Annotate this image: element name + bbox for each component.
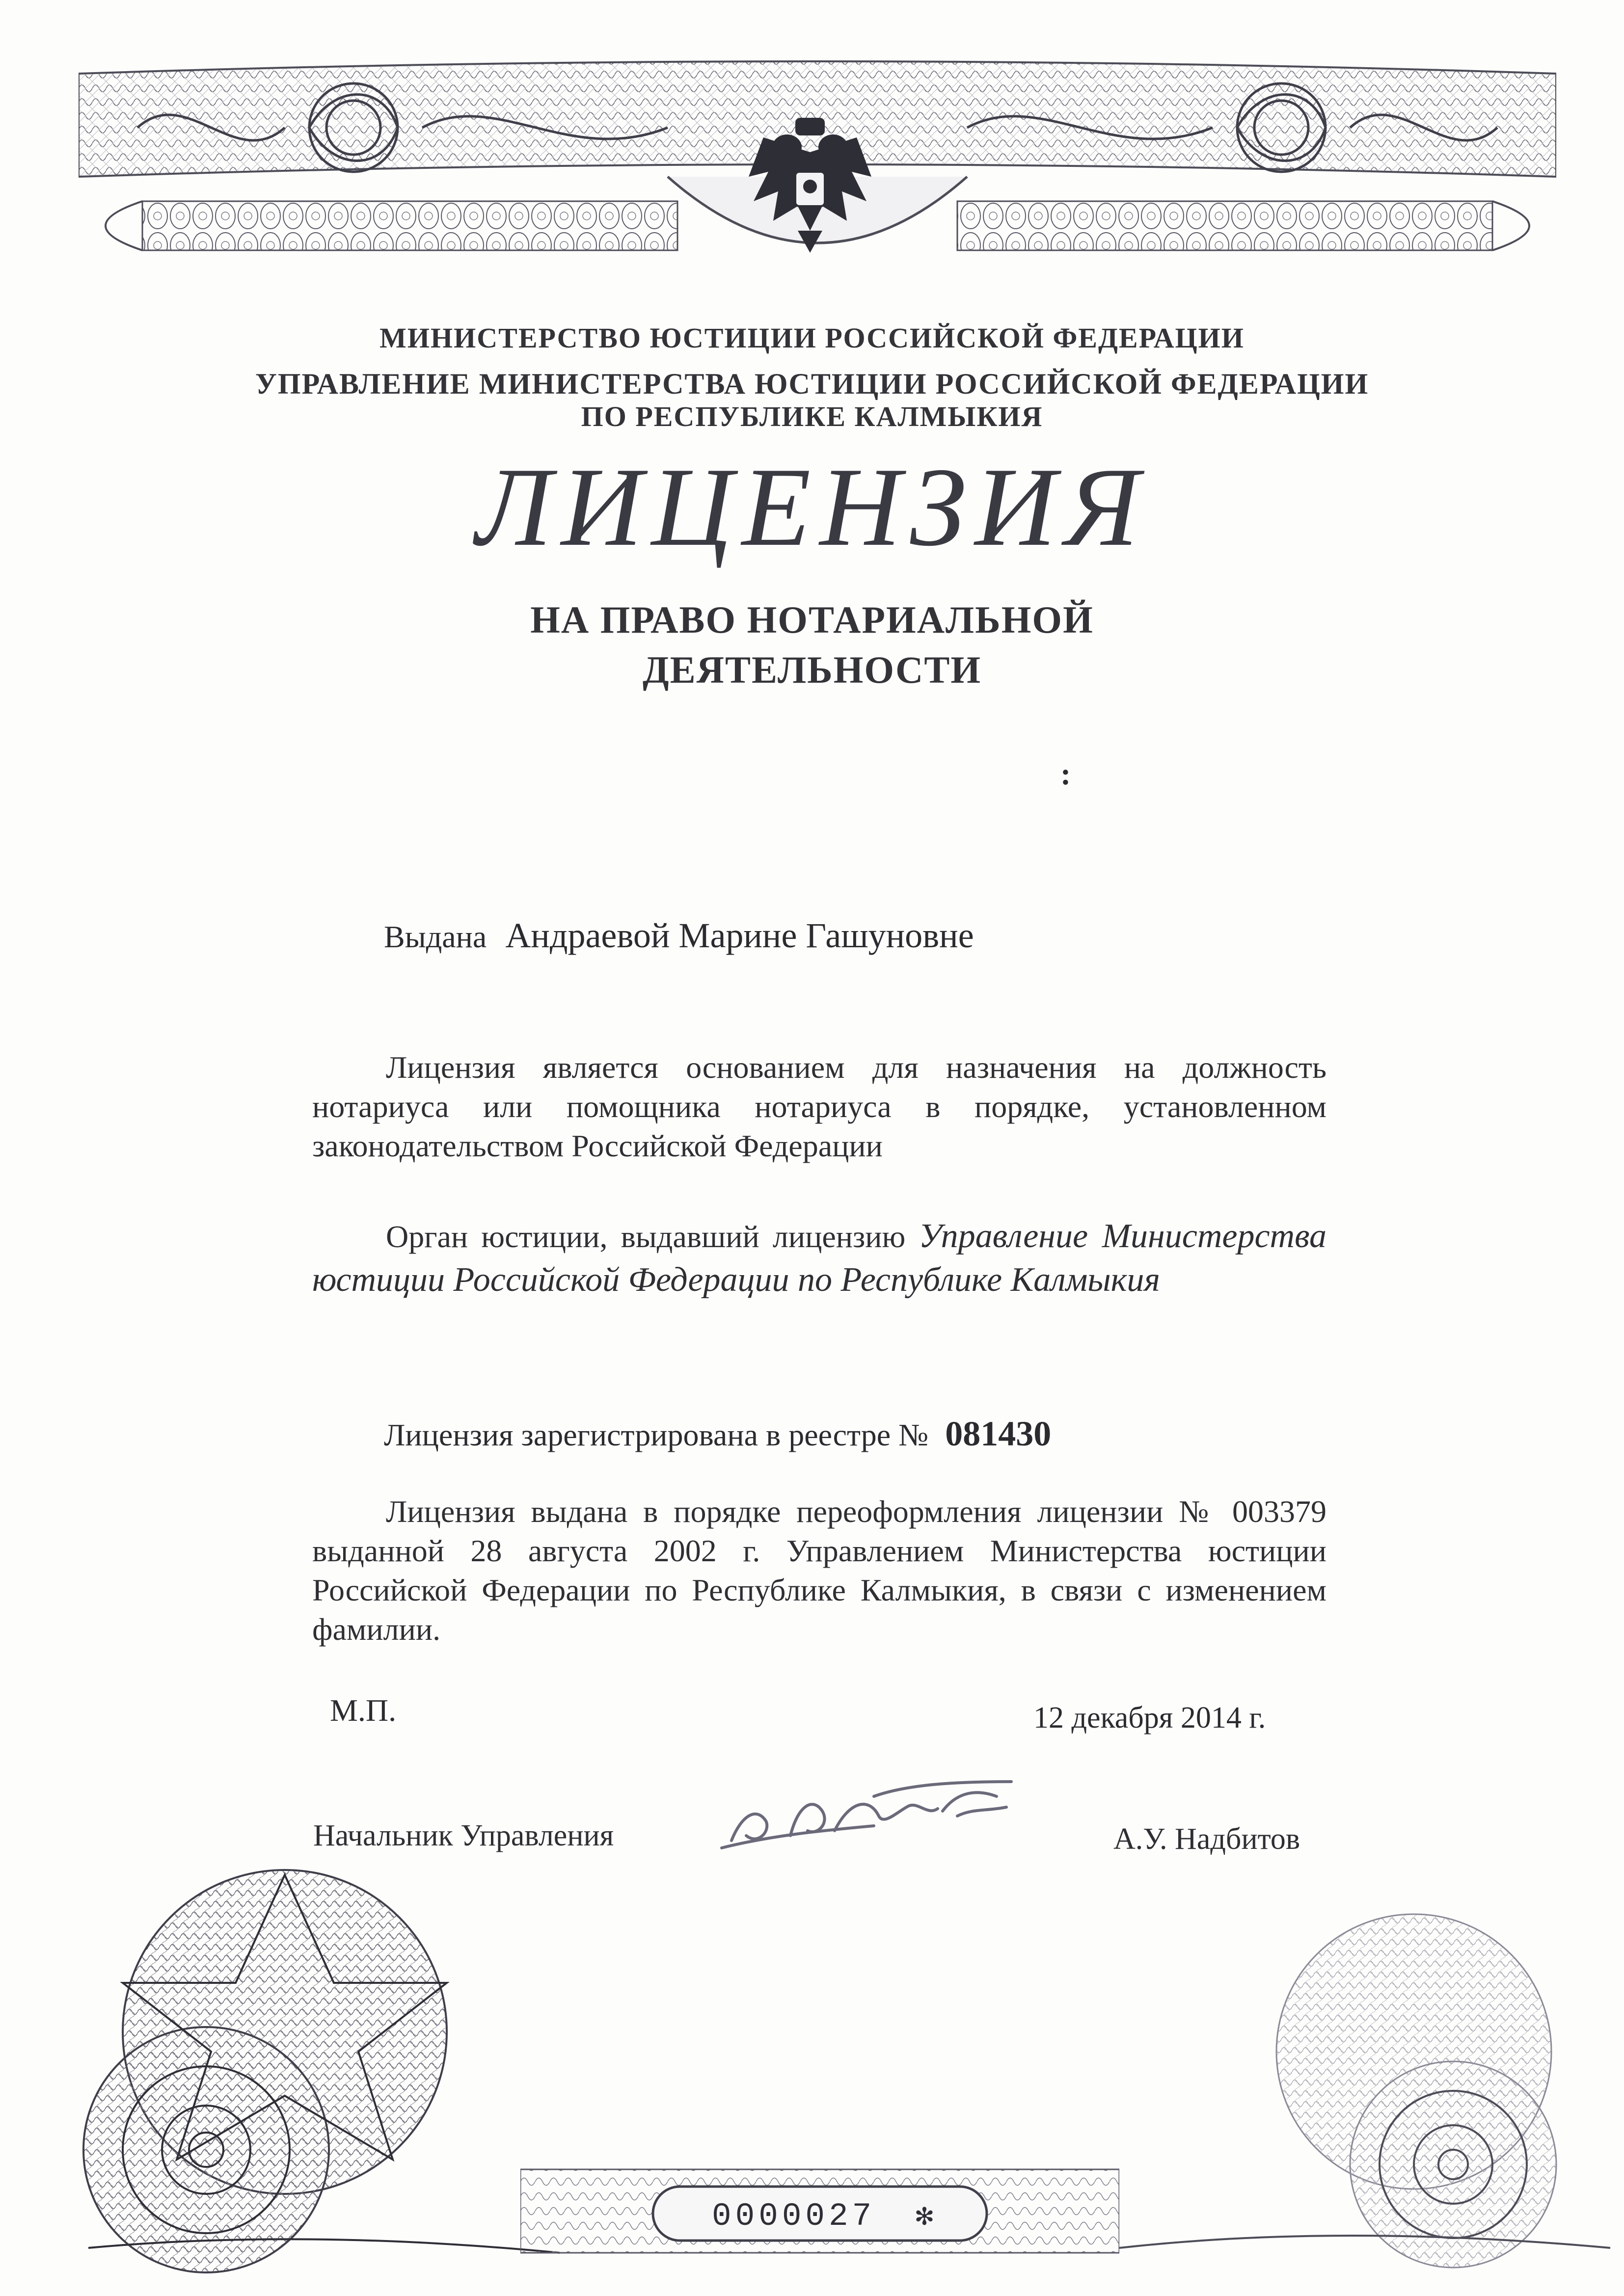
registry-label: Лицензия зарегистрирована в реестре № [384,1417,929,1452]
coat-of-arms-emblem [744,118,876,255]
bottom-left-rosette [29,1855,560,2277]
issuing-body-paragraph [312,1215,1326,1302]
serial-mark: ✻ [915,2201,937,2234]
basis-paragraph: Лицензия является основанием для назначения на должность нотариуса или помощника нотариуса в порядке, установленном законодательством Российской Федерации [312,1050,1326,1163]
subtitle-line1: НА ПРАВО НОТАРИАЛЬНОЙ [530,598,1094,641]
issue-date: 12 декабря 2014 г. [1033,1701,1266,1735]
serial-digits: 0000027 [712,2198,876,2235]
stray-mark: : [1060,756,1071,791]
department-heading-line1: УПРАВЛЕНИЕ МИНИСТЕРСТВА ЮСТИЦИИ РОССИЙСКОЙ ФЕДЕРАЦИИ [255,368,1369,400]
signatory-position: Начальник Управления [313,1819,614,1852]
registry-line [384,1414,1051,1454]
department-heading-line2: ПО РЕСПУБЛИКЕ КАЛМЫКИЯ [581,400,1043,432]
issuing-body-label: Орган юстиции, выдавший лицензию [386,1219,906,1254]
subtitle-line2: ДЕЯТЕЛЬНОСТИ [642,648,982,691]
bottom-right-rosette [1119,1904,1615,2277]
handwritten-signature [712,1762,1026,1870]
issuing-body-value: Управление Министерства юстиции Российской Федерации по Республике Калмыкия [312,1217,1326,1299]
ministry-heading: МИНИСТЕРСТВО ЮСТИЦИИ РОССИЙСКОЙ ФЕДЕРАЦИИ [379,322,1245,354]
registry-number: 081430 [945,1414,1052,1453]
issued-line [384,915,974,956]
issued-label: Выдана [384,919,487,954]
serial-number [712,2198,937,2235]
signatory-name: А.У. Надбитов [1113,1822,1300,1856]
reissue-paragraph: Лицензия выдана в порядке переоформления лицензии № 003379 выданной 28 августа 2002 г. Управлением Министерства юстиции Российской Федерации по Республике Калмыкия, в связи с изменением фамилии. [312,1494,1326,1647]
stamp-place: М.П. [330,1693,397,1728]
document-title: ЛИЦЕНЗИЯ [476,444,1148,569]
holder-name: Андраевой Марине Гашуновне [505,916,974,955]
